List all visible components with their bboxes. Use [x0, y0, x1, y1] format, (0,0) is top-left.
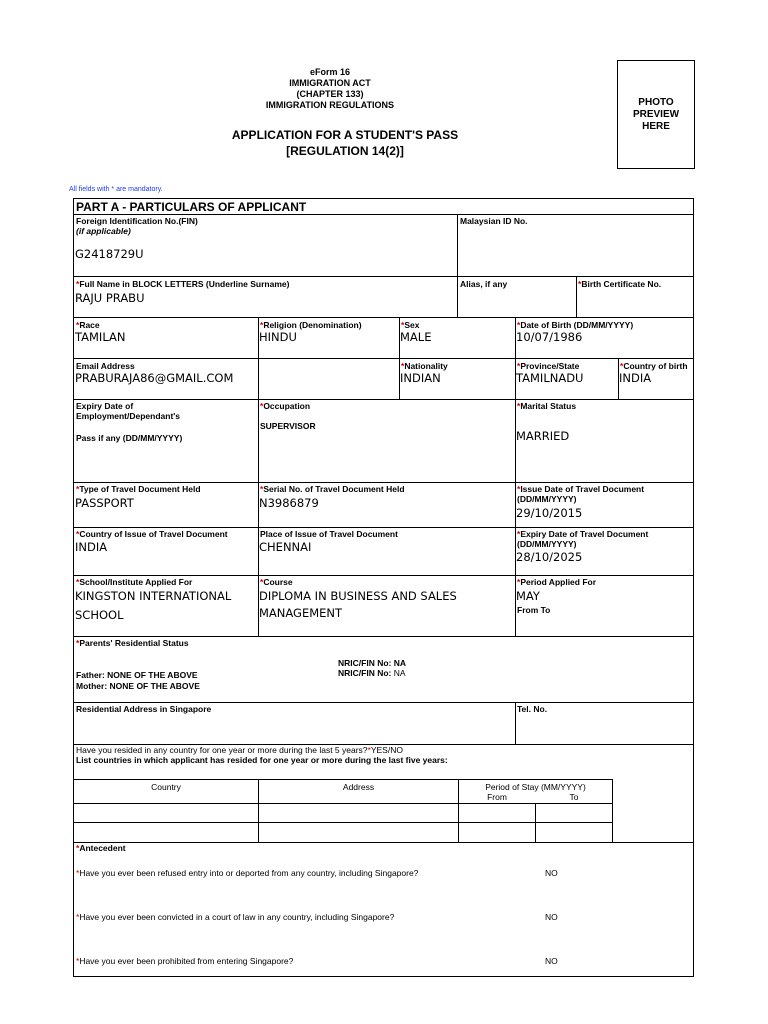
alias-label: Alias, if any — [460, 279, 508, 289]
race-field[interactable]: TAMILAN — [75, 330, 126, 344]
full-name-label: * Full Name in BLOCK LETTERS (Underline Surname) — [76, 279, 289, 289]
expiry-doc-label-1: * Expiry Date of Travel Document — [517, 529, 648, 539]
course-label: * Course — [260, 577, 293, 587]
mandatory-note: All fields with * are mandatory. — [69, 186, 163, 193]
col-from: From — [487, 792, 507, 802]
father-status[interactable]: Father: NONE OF THE ABOVE — [76, 670, 198, 680]
marital-status-label: * Marital Status — [517, 401, 576, 411]
dob-label: * Date of Birth (DD/MM/YYYY) — [517, 320, 633, 330]
province-field[interactable]: TAMILNADU — [516, 371, 584, 385]
sex-label: * Sex — [401, 320, 419, 330]
tel-field[interactable] — [517, 716, 691, 742]
marital-status-field[interactable]: MARRIED — [516, 429, 570, 443]
act-name: IMMIGRATION ACT — [289, 78, 371, 88]
country-of-birth-label: * Country of birth — [620, 361, 688, 371]
nric-mother-label: NRIC/FIN No: — [338, 668, 392, 678]
antecedent-answer-3[interactable]: NO — [545, 956, 558, 966]
email-label: Email Address — [76, 361, 135, 371]
photo-line-1: PHOTO — [638, 96, 674, 108]
antecedent-answer-1[interactable]: NO — [545, 868, 558, 878]
period-from-to: From To — [517, 605, 551, 615]
photo-line-2: PREVIEW — [632, 108, 680, 120]
travel-doc-type-label: * Type of Travel Document Held — [76, 484, 201, 494]
religion-label: * Religion (Denomination) — [260, 320, 362, 330]
country-of-issue-field[interactable]: INDIA — [75, 540, 108, 554]
part-a-form — [73, 198, 694, 977]
school-field-line-2[interactable]: SCHOOL — [75, 608, 124, 622]
resided-question: Have you resided in any country for one year or more during the last 5 years? — [76, 745, 368, 755]
form-number: eForm 16 — [309, 67, 351, 77]
occupation-label: * Occupation — [260, 401, 310, 411]
residential-address-field[interactable] — [76, 716, 512, 742]
email-field[interactable]: PRABURAJA86@GMAIL.COM — [75, 371, 234, 385]
period-field[interactable]: MAY — [516, 589, 540, 603]
tel-label: Tel. No. — [517, 704, 548, 714]
nationality-field[interactable]: INDIAN — [400, 371, 441, 385]
form-regulation: [REGULATION 14(2)] — [286, 144, 404, 158]
place-of-issue-field[interactable]: CHENNAI — [259, 540, 312, 554]
antecedent-question-3: * Have you ever been prohibited from entering Singapore? — [76, 956, 293, 966]
expiry-pass-label-3: Pass if any (DD/MM/YYYY) — [76, 433, 183, 443]
fin-note: (if applicable) — [76, 226, 131, 236]
dob-field[interactable]: 10/07/1986 — [516, 330, 583, 344]
form-title: APPLICATION FOR A STUDENT'S PASS — [231, 128, 459, 142]
resided-answer[interactable]: * YES/NO — [368, 745, 403, 755]
col-period: Period of Stay (MM/YYYY) — [485, 782, 586, 792]
country-of-birth-field[interactable]: INDIA — [619, 371, 652, 385]
birth-certificate-label: * Birth Certificate No. — [578, 279, 661, 289]
country-of-issue-label: * Country of Issue of Travel Document — [76, 529, 228, 539]
parents-status-label: * Parents' Residential Status — [76, 638, 189, 648]
malaysian-id-label: Malaysian ID No. — [460, 216, 528, 226]
full-name-field[interactable]: RAJU PRABU — [75, 291, 145, 305]
malaysian-id-field[interactable] — [460, 229, 690, 273]
expiry-doc-label-2: (DD/MM/YYYY) — [517, 539, 577, 549]
nationality-label: * Nationality — [401, 361, 448, 371]
race-label: * Race — [76, 320, 100, 330]
fin-field[interactable]: G2418729U — [75, 247, 144, 261]
nric-father-value[interactable]: NA — [393, 658, 407, 668]
issue-date-label-1: * Issue Date of Travel Document — [517, 484, 644, 494]
antecedent-answer-2[interactable]: NO — [545, 912, 558, 922]
list-countries-label: List countries in which applicant has resided for one year or more during the last five years: — [76, 755, 448, 765]
place-of-issue-label: Place of Issue of Travel Document — [260, 529, 398, 539]
antecedent-label: * Antecedent — [76, 843, 126, 853]
nric-father-label: NRIC/FIN No: — [338, 658, 392, 668]
mother-status[interactable]: Mother: NONE OF THE ABOVE — [76, 681, 200, 691]
col-to: To — [569, 792, 579, 802]
province-label: * Province/State — [517, 361, 579, 371]
serial-no-field[interactable]: N3986879 — [259, 496, 319, 510]
occupation-field[interactable]: SUPERVISOR — [260, 421, 316, 431]
religion-field[interactable]: HINDU — [259, 330, 297, 344]
expiry-pass-label-1: Expiry Date of — [76, 401, 134, 411]
course-field-line-2[interactable]: MANAGEMENT — [259, 606, 343, 620]
course-field-line-1[interactable]: DIPLOMA IN BUSINESS AND SALES — [259, 589, 457, 603]
regulations-name: IMMIGRATION REGULATIONS — [265, 100, 395, 110]
section-title: PART A - PARTICULARS OF APPLICANT — [76, 200, 307, 214]
col-country: Country — [151, 782, 181, 792]
nric-mother-value[interactable]: NA — [393, 668, 406, 678]
antecedent-question-1: * Have you ever been refused entry into or deported from any country, including Singapore? — [76, 868, 418, 878]
expiry-pass-label-2: Employment/Dependant's — [76, 411, 181, 421]
issue-date-label-2: (DD/MM/YYYY) — [517, 494, 577, 504]
photo-preview-box[interactable] — [617, 60, 695, 169]
residential-address-label: Residential Address in Singapore — [76, 704, 212, 714]
issue-date-field[interactable]: 29/10/2015 — [516, 506, 583, 520]
serial-no-label: * Serial No. of Travel Document Held — [260, 484, 405, 494]
chapter: (CHAPTER 133) — [296, 89, 364, 99]
photo-line-3: HERE — [642, 120, 670, 132]
school-label: * School/Institute Applied For — [76, 577, 192, 587]
period-label: * Period Applied For — [517, 577, 596, 587]
expiry-doc-field[interactable]: 28/10/2025 — [516, 550, 583, 564]
col-address: Address — [342, 782, 375, 792]
fin-label: Foreign Identification No.(FIN) — [76, 216, 198, 226]
school-field-line-1[interactable]: KINGSTON INTERNATIONAL — [75, 589, 232, 603]
sex-field[interactable]: MALE — [400, 330, 432, 344]
antecedent-question-2: * Have you ever been convicted in a court of law in any country, including Singapore? — [76, 912, 394, 922]
travel-doc-type-field[interactable]: PASSPORT — [75, 496, 134, 510]
